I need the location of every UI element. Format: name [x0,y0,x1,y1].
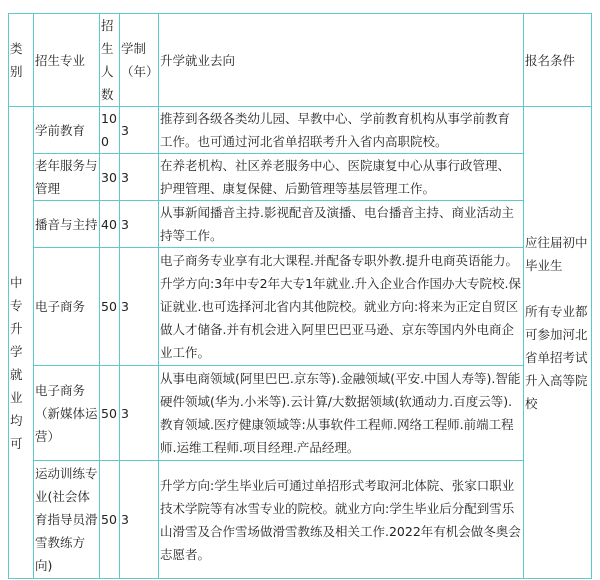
major-cell: 学前教育 [34,107,100,154]
destination-cell: 从事电商领域(阿里巴巴.京东等).金融领域(平安.中国人寿等).智能硬件领域(华为.小米等).云计算/大数据领域(软通动力.百度云等).教育领域.医疗健康领域等:从事软件工程师.网络工程师.前端工程师.运维工程师.项目经理.产品经理。 [159,366,524,461]
table-row [9,366,592,461]
years-cell: 3 [120,201,159,248]
major-cell: 老年服务与管理 [34,154,100,201]
category-cell: 中专升学就业均可 [9,107,34,579]
enrollment-cell: 50 [100,248,120,366]
enrollment-cell: 50 [100,366,120,461]
destination-cell: 在养老机构、社区养老服务中心、医院康复中心从事行政管理、护理管理、康复保健、后勤管理等基层管理工作。 [159,154,524,201]
header-requirements: 报名条件 [524,14,592,107]
enrollment-cell: 100 [100,107,120,154]
table-row [9,107,592,154]
header-major: 招生专业 [34,14,100,107]
major-cell: 播音与主持 [34,201,100,248]
major-cell: 运动训练专业(社会体育指导员滑雪教练方向) [34,461,100,579]
header-destination: 升学就业去向 [159,14,524,107]
years-cell: 3 [120,154,159,201]
table-row [9,201,592,248]
years-cell: 3 [120,248,159,366]
years-cell: 3 [120,107,159,154]
years-cell: 3 [120,366,159,461]
destination-cell: 推荐到各级各类幼儿园、早教中心、学前教育机构从事学前教育工作。也可通过河北省单招联考升入省内高职院校。 [159,107,524,154]
years-cell: 3 [120,461,159,579]
destination-cell: 电子商务专业享有北大课程.并配备专职外教.提升电商英语能力。升学方向:3年中专2年大专1年就业.升入企业合作国办大专院校.保证就业.也可选择河北省内其他院校。就业方向:将来为正定自贸区做人才储备.并有机会进入阿里巴巴亚马逊、京东等国内外电商企业工作。 [159,248,524,366]
table-row [9,154,592,201]
requirements-line2: 所有专业都可参加河北省单招考试升入高等院校 [525,303,588,411]
table-row [9,248,592,366]
major-cell: 电子商务（新媒体运营） [34,366,100,461]
major-cell: 电子商务 [34,248,100,366]
enrollment-cell: 30 [100,154,120,201]
header-years: 学制（年） [120,14,159,107]
requirements-line1: 应往届初中毕业生 [525,234,588,273]
admissions-table [8,13,592,579]
header-category: 类别 [9,14,34,107]
table-row [9,461,592,579]
header-row [9,14,592,107]
destination-cell: 从事新闻播音主持.影视配音及演播、电台播音主持、商业活动主持等工作。 [159,201,524,248]
header-enrollment: 招生人数 [100,14,120,107]
enrollment-cell: 40 [100,201,120,248]
requirements-cell [524,107,592,579]
enrollment-cell: 50 [100,461,120,579]
destination-cell: 升学方向:学生毕业后可通过单招形式考取河北体院、张家口职业技术学院等有冰雪专业的院校。就业方向:学生毕业后分配到雪乐山滑雪及合作雪场做滑雪教练及相关工作.2022年有机会做冬奥会志愿者。 [159,461,524,579]
